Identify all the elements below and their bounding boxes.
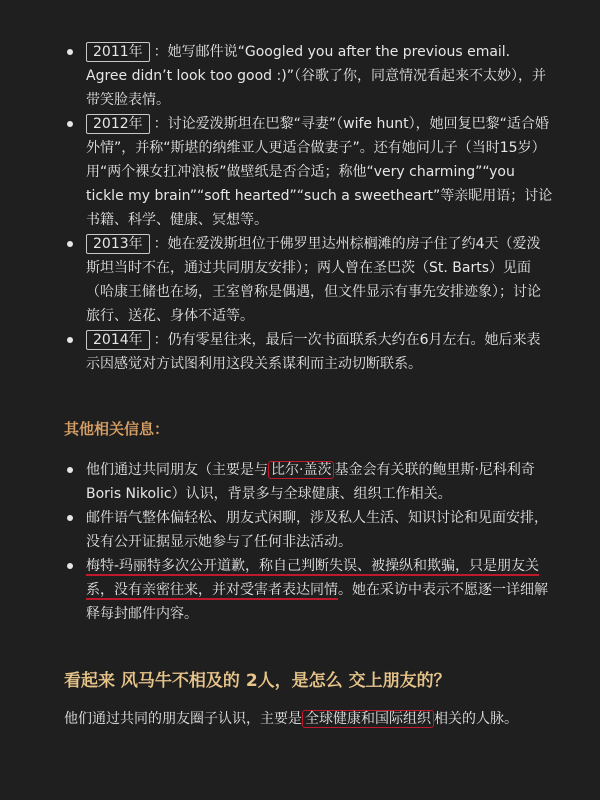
year-label-2012: 2012年	[86, 114, 150, 134]
year-label-2011: 2011年	[86, 42, 150, 62]
other-item3-post: 。她在采访中表示不愿逐一详细解释每封邮件内容。	[86, 582, 548, 622]
timeline-text-2013: ：她在爱泼斯坦位于佛罗里达州棕榈滩的房子住了约4天（爱泼斯坦当时不在，通过共同朋友安排）；两人曾在圣巴茨（St. Barts）见面（哈康王储也在场，王室曾称是偶遇，但文件显示有事先安排迹象）；讨论旅行、送花、身体不适等。	[86, 236, 541, 324]
answer-pre: 他们通过共同的朋友圈子认识，主要是	[64, 711, 302, 727]
timeline-text-2011: ：她写邮件说“Googled you after the previous email. Agree didn’t look too good :)”（谷歌了你，同意情况看起来不太妙），并带笑脸表情。	[86, 44, 546, 108]
other-info-item	[64, 506, 554, 554]
timeline-item-2014	[64, 328, 554, 376]
answer-post: 相关的人脉。	[434, 711, 518, 727]
timeline-text-2012: ：讨论爱泼斯坦在巴黎“寻妻”（wife hunt），她回复巴黎“适合婚外情”，并称“斯堪的纳维亚人更适合做妻子”。还有她问儿子（当时15岁）用“两个裸女扛冲浪板”做壁纸是否合适；称他“very charming”“you tickle my brain”“soft hearted”“such a sweetheart”等亲昵用语；讨论书籍、科学、健康、冥想等。	[86, 116, 553, 228]
other-item2-text: 邮件语气整体偏轻松、朋友式闲聊，涉及私人生活、知识讨论和见面安排，没有公开证据显示她参与了任何非法活动。	[86, 510, 548, 550]
other-info-list	[64, 458, 554, 626]
timeline-item-2013	[64, 232, 554, 328]
year-label-2014: 2014年	[86, 330, 150, 350]
other-info-item	[64, 458, 554, 506]
year-label-2013: 2013年	[86, 234, 150, 254]
question-heading: 看起来 风马牛不相及的 2人，是怎么 交上朋友的？	[64, 671, 451, 691]
timeline-item-2012	[64, 112, 554, 232]
timeline-text-2014: ：仍有零星往来，最后一次书面联系大约在6月左右。她后来表示因感觉对方试图利用这段关系谋利而主动切断联系。	[86, 332, 541, 372]
bill-gates-highlight: 比尔·盖茨	[268, 461, 334, 479]
apology-underlined-text: 梅特-玛丽特多次公开道歉，称自己判断失误、被操纵和欺骗，只是朋友关系，没有亲密往来，并对受害者表达同情	[86, 558, 540, 598]
other-info-heading: 其他相关信息：	[64, 420, 170, 438]
answer-paragraph	[64, 706, 554, 732]
global-health-highlight: 全球健康和国际组织	[302, 710, 434, 728]
other-info-item	[64, 554, 554, 626]
other-item1-post: 基金会有关联的鲍里斯·尼科利奇Boris Nikolic）认识，背景多与全球健康、组织工作相关。	[86, 462, 535, 502]
timeline-list	[64, 40, 554, 376]
timeline-item-2011	[64, 40, 554, 112]
other-item1-pre: 他们通过共同朋友（主要是与	[86, 462, 268, 478]
